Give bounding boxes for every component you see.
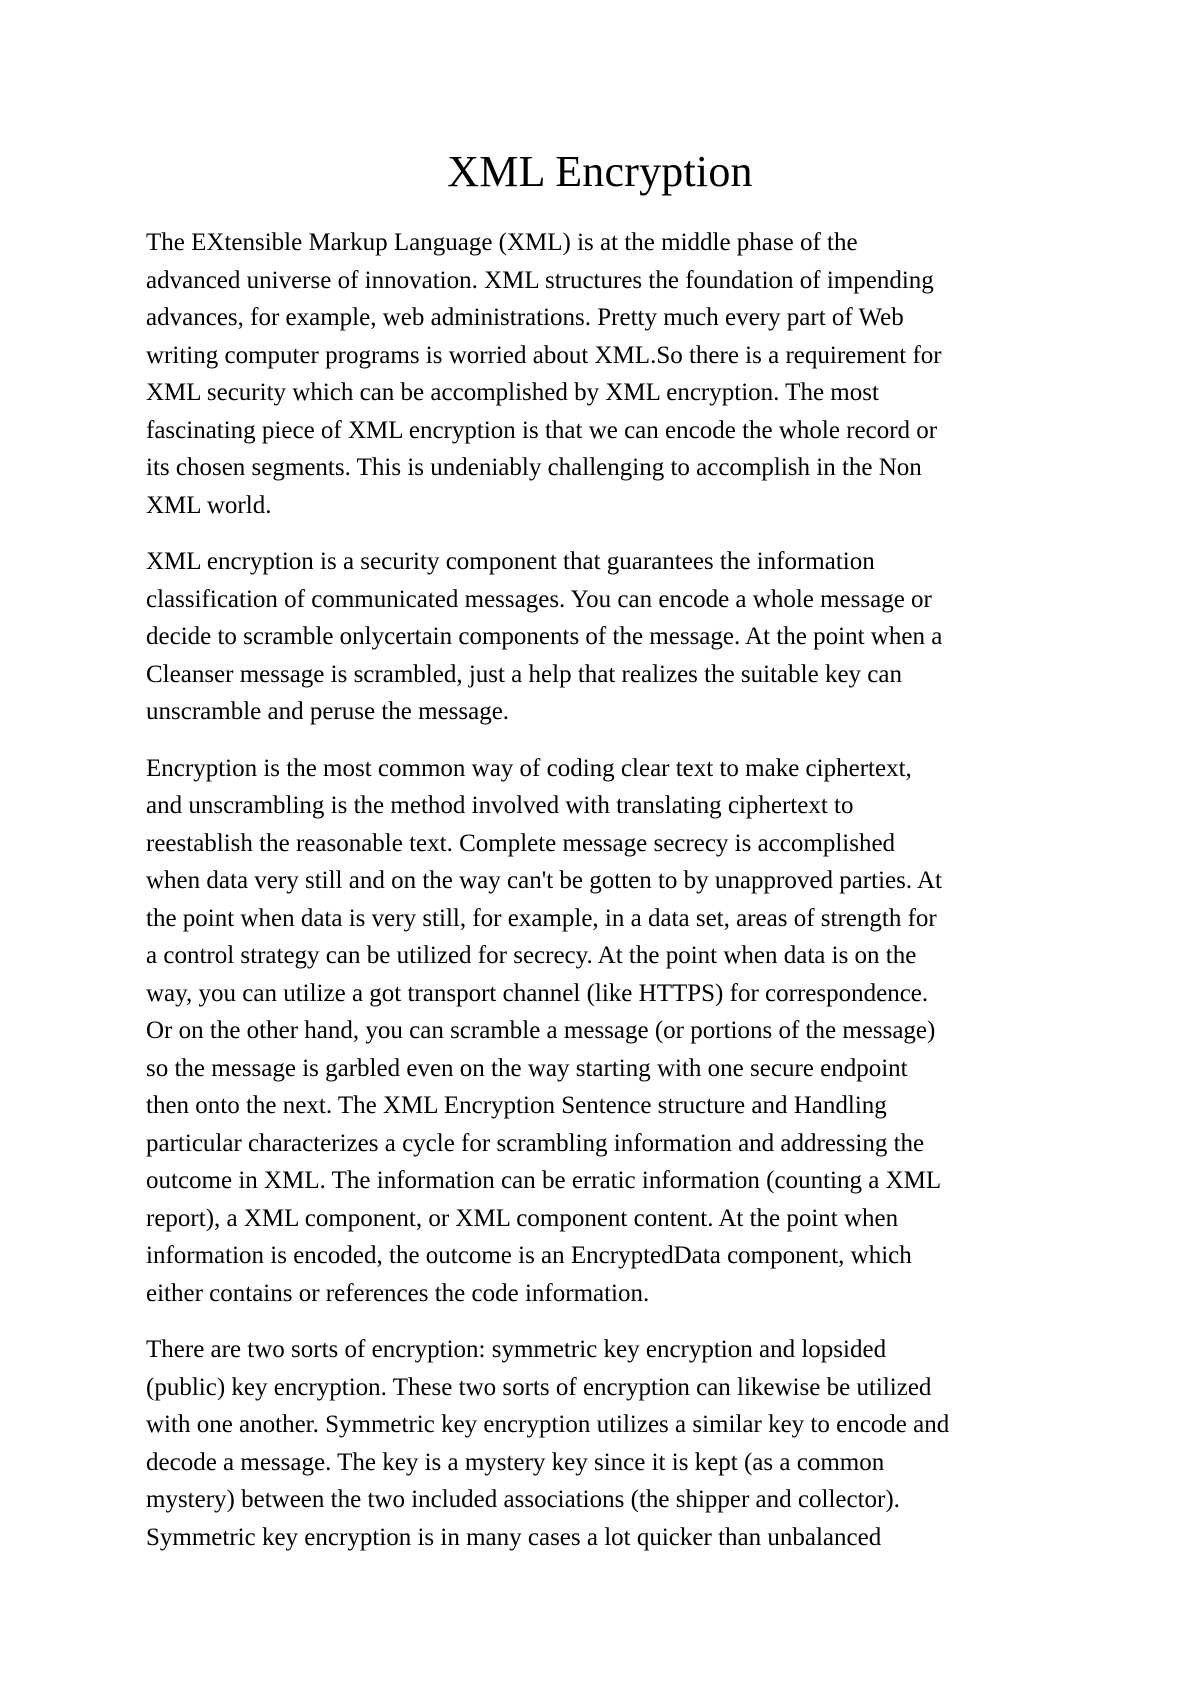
text-line: when data very still and on the way can't be gotten to by unapproved parties. At [146, 867, 942, 894]
text-line: report), a XML component, or XML component content. At the point when [146, 1204, 899, 1232]
text-line: reestablish the reasonable text. Complete message secrecy is accomplished [146, 829, 896, 857]
text-line: writing computer programs is worried about XML.So there is a requirement for [146, 341, 942, 369]
text-line: unscramble and peruse the message. [146, 698, 510, 725]
text-line: so the message is garbled even on the way starting with one secure endpoint [146, 1054, 908, 1082]
text-line: Cleanser message is scrambled, just a help that realizes the suitable key can [146, 660, 902, 688]
text-line: Symmetric key encryption is in many cases a lot quicker than unbalanced [146, 1523, 882, 1551]
text-line: mystery) between the two included associations (the shipper and collector). [146, 1486, 900, 1513]
paragraph-4 [146, 1331, 1066, 1556]
text-line: then onto the next. The XML Encryption Sentence structure and Handling [146, 1092, 887, 1119]
paragraph-2 [146, 543, 1066, 731]
text-line: way, you can utilize a got transport channel (like HTTPS) for correspondence. [146, 979, 929, 1007]
text-line: The EXtensible Markup Language (XML) is at the middle phase of the [146, 229, 858, 256]
text-line: either contains or references the code information. [146, 1279, 650, 1307]
text-line: a control strategy can be utilized for secrecy. At the point when data is on the [146, 942, 917, 969]
document-body [146, 224, 1066, 1575]
text-line: particular characterizes a cycle for scrambling information and addressing the [146, 1129, 925, 1157]
paragraph-3 [146, 750, 1066, 1313]
text-line: XML world. [146, 491, 272, 519]
text-line: Encryption is the most common way of coding clear text to make ciphertext, [146, 754, 912, 782]
text-line: advanced universe of innovation. XML structures the foundation of impending [146, 266, 934, 294]
text-line: its chosen segments. This is undeniably challenging to accomplish in the Non [146, 454, 922, 481]
text-line: with one another. Symmetric key encryption utilizes a similar key to encode and [146, 1411, 950, 1438]
text-line: There are two sorts of encryption: symmetric key encryption and lopsided [146, 1336, 887, 1363]
text-line: the point when data is very still, for example, in a data set, areas of strength for [146, 904, 937, 932]
text-line: XML encryption is a security component that guarantees the information [146, 548, 875, 575]
text-line: decode a message. The key is a mystery key since it is kept (as a common [146, 1448, 885, 1476]
text-line: fascinating piece of XML encryption is that we can encode the whole record or [146, 416, 938, 444]
text-line: classification of communicated messages. You can encode a whole message or [146, 585, 932, 613]
text-line: advances, for example, web administrations. Pretty much every part of Web [146, 304, 904, 331]
text-line: decide to scramble onlycertain components of the message. At the point when a [146, 623, 943, 650]
text-line: (public) key encryption. These two sorts of encryption can likewise be utilized [146, 1373, 932, 1401]
text-line: information is encoded, the outcome is an EncryptedData component, which [146, 1242, 912, 1269]
text-line: and unscrambling is the method involved with translating ciphertext to [146, 792, 854, 819]
page-title: XML Encryption [447, 147, 753, 196]
paragraph-1 [146, 224, 1066, 524]
text-line: outcome in XML. The information can be erratic information (counting a XML [146, 1167, 942, 1194]
text-line: XML security which can be accomplished by XML encryption. The most [146, 379, 879, 406]
text-line: Or on the other hand, you can scramble a message (or portions of the message) [146, 1017, 936, 1044]
